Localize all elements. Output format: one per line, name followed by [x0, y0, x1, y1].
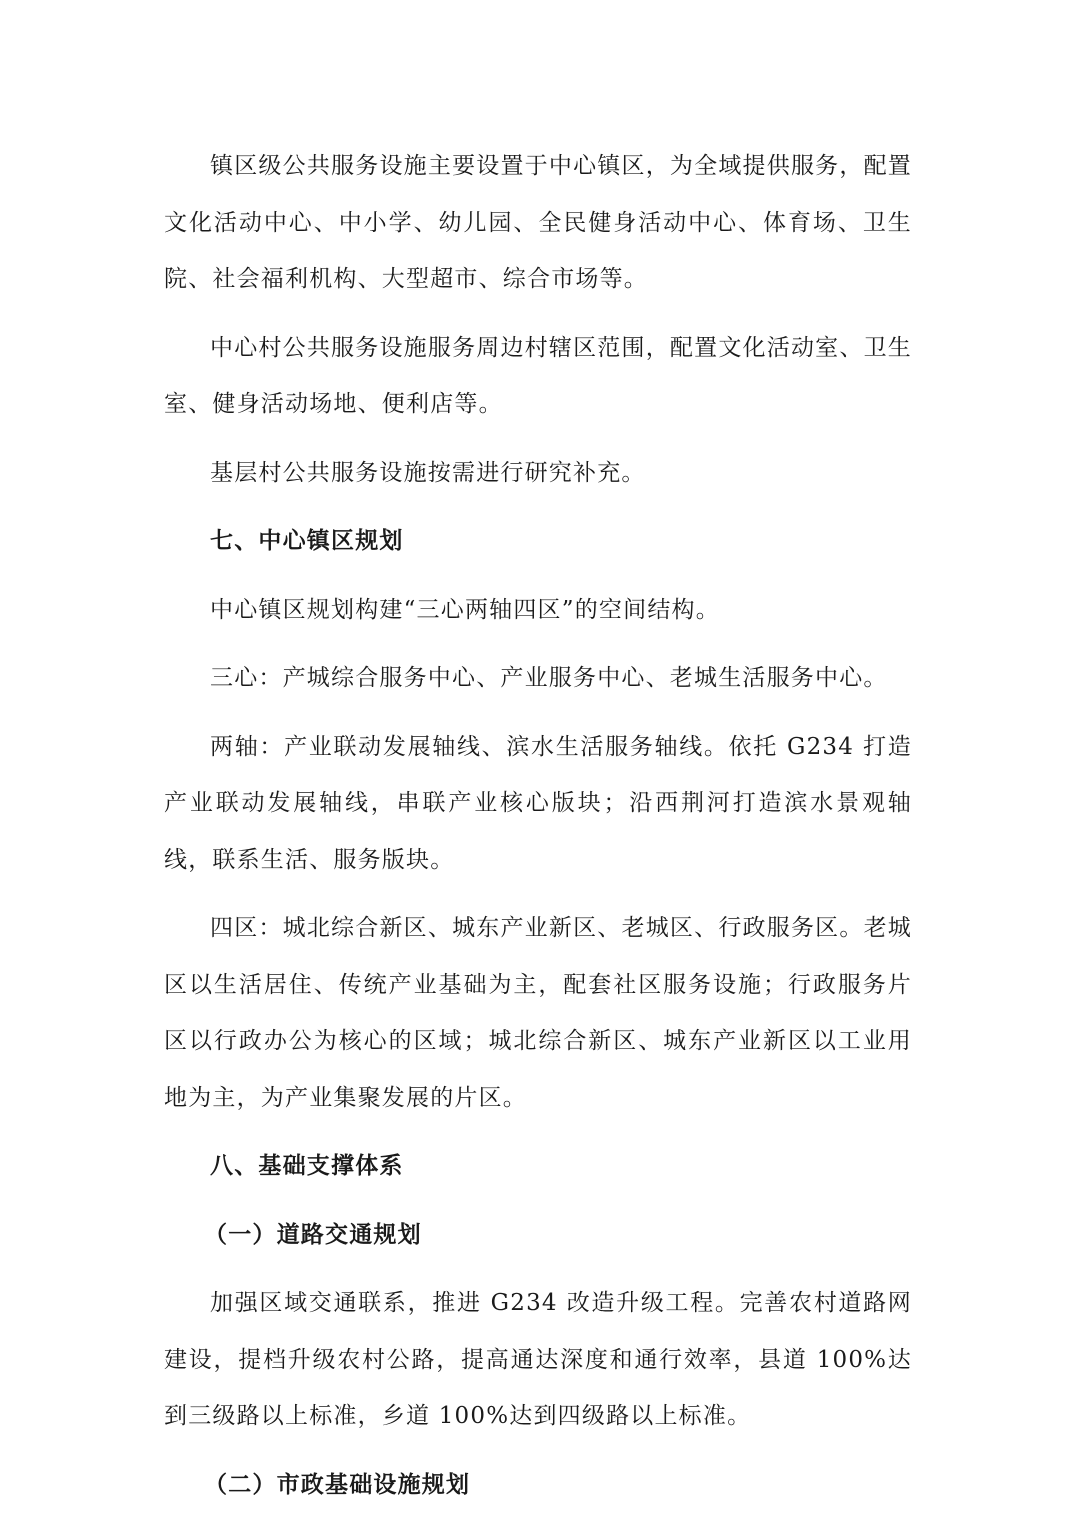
section-heading-7: 七、中心镇区规划 — [210, 527, 404, 554]
subsection-heading-roads: （一）道路交通规划 — [204, 1220, 422, 1248]
paragraph-four-districts: 四区：城北综合新区、城东产业新区、老城区、行政服务区。老城区以生活居住、传统产业基础为主，配套社区服务设施；行政服务片区以行政办公为核心的区域；城北综合新区、城东产业新区以工业用地为主，为产业集聚发展的片区。 — [164, 915, 912, 1111]
paragraph-basic-village-facilities: 基层村公共服务设施按需进行研究补充。 — [210, 459, 646, 486]
paragraph-three-centers: 三心：产城综合服务中心、产业服务中心、老城生活服务中心。 — [210, 665, 888, 691]
paragraph-central-village-facilities: 中心村公共服务设施服务周边村辖区范围，配置文化活动室、卫生室、健身活动场地、便利店等。 — [164, 334, 912, 417]
section-heading-8: 八、基础支撑体系 — [210, 1152, 404, 1179]
paragraph-road-planning: 加强区域交通联系，推进 G234 改造升级工程。完善农村道路网建设，提档升级农村公路，提高通达深度和通行效率，县道 100%达到三级路以上标准，乡道 100%达到四级路以上标准。 — [164, 1290, 912, 1429]
subsection-heading-municipal: （二）市政基础设施规划 — [204, 1470, 471, 1498]
paragraph-two-axes: 两轴：产业联动发展轴线、滨水生活服务轴线。依托 G234 打造产业联动发展轴线，串联产业核心版块；沿西荆河打造滨水景观轴线，联系生活、服务版块。 — [164, 733, 912, 873]
document-body — [164, 138, 912, 1525]
paragraph-town-facilities: 镇区级公共服务设施主要设置于中心镇区，为全域提供服务，配置文化活动中心、中小学、幼儿园、全民健身活动中心、体育场、卫生院、社会福利机构、大型超市、综合市场等。 — [164, 153, 912, 292]
paragraph-spatial-structure: 中心镇区规划构建“三心两轴四区”的空间结构。 — [210, 596, 720, 623]
